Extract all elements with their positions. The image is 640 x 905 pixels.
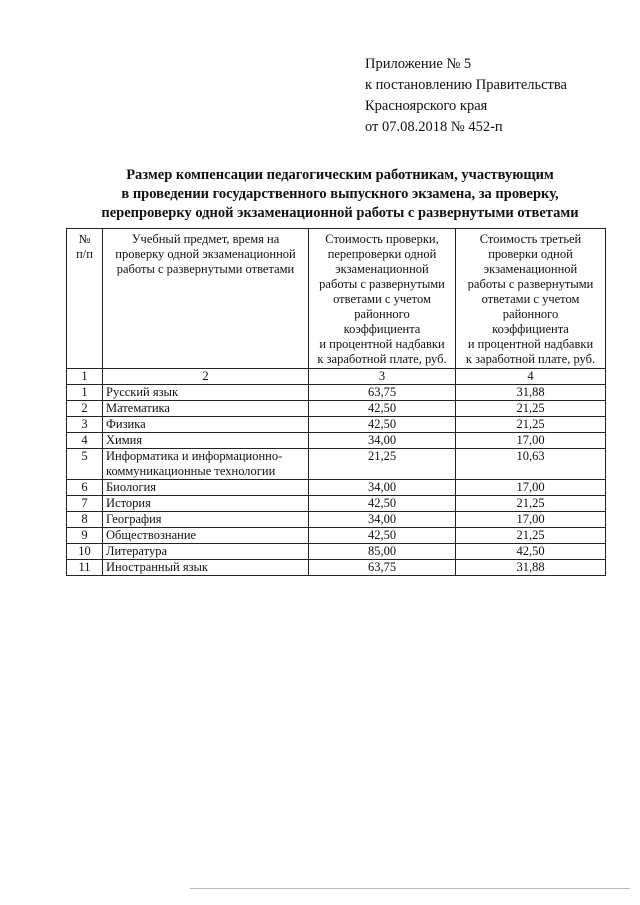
cost-third-check: 21,25	[456, 496, 606, 512]
cost-third-check: 31,88	[456, 560, 606, 576]
document-title	[40, 166, 640, 223]
table-row	[67, 433, 606, 449]
cost-check: 42,50	[309, 417, 456, 433]
title-line: перепроверку одной экзаменационной работы с развернутыми ответами	[101, 205, 579, 221]
table-row	[67, 512, 606, 528]
row-number: 11	[67, 560, 103, 576]
table-row	[67, 385, 606, 401]
subject-name: Литература	[103, 544, 309, 560]
subject-name: Обществознание	[103, 528, 309, 544]
subject-name: География	[103, 512, 309, 528]
cost-check: 63,75	[309, 560, 456, 576]
column-number: 4	[456, 369, 606, 385]
row-number: 10	[67, 544, 103, 560]
title-line: Размер компенсации педагогическим работникам, участвующим	[126, 167, 554, 183]
compensation-table	[66, 228, 606, 576]
cost-check: 42,50	[309, 401, 456, 417]
subject-name: История	[103, 496, 309, 512]
header-subject: Учебный предмет, время на проверку одной экзаменационной работы с развернутыми ответами	[103, 229, 309, 369]
row-number: 5	[67, 449, 103, 480]
header-cost-check: Стоимость проверки, перепроверки одной экзаменационной работы с развернутыми ответами с учетом районного коэффициента и процентной надбавки к заработной плате, руб.	[309, 229, 456, 369]
subject-name: Информатика и информационно-коммуникационные технологии	[103, 449, 309, 480]
row-number: 3	[67, 417, 103, 433]
subject-name: Русский язык	[103, 385, 309, 401]
row-number: 2	[67, 401, 103, 417]
cost-third-check: 42,50	[456, 544, 606, 560]
column-number-row	[67, 369, 606, 385]
table-row	[67, 417, 606, 433]
subject-name: Физика	[103, 417, 309, 433]
column-number: 1	[67, 369, 103, 385]
cost-third-check: 17,00	[456, 480, 606, 496]
subject-name: Математика	[103, 401, 309, 417]
appendix-block	[365, 54, 625, 138]
cost-check: 34,00	[309, 480, 456, 496]
header-cost-third-check: Стоимость третьей проверки одной экзаменационной работы с развернутыми ответами с учетом районного коэффициента и процентной надбавки к заработной плате, руб.	[456, 229, 606, 369]
cost-third-check: 17,00	[456, 512, 606, 528]
column-number: 2	[103, 369, 309, 385]
cost-check: 34,00	[309, 433, 456, 449]
cost-third-check: 21,25	[456, 528, 606, 544]
subject-name: Химия	[103, 433, 309, 449]
cost-check: 34,00	[309, 512, 456, 528]
appendix-line: от 07.08.2018 № 452-п	[365, 119, 503, 135]
cost-check: 42,50	[309, 528, 456, 544]
header-num: № п/п	[67, 229, 103, 369]
table-row	[67, 560, 606, 576]
row-number: 6	[67, 480, 103, 496]
cost-check: 63,75	[309, 385, 456, 401]
cost-check: 42,50	[309, 496, 456, 512]
row-number: 1	[67, 385, 103, 401]
appendix-line: Приложение № 5	[365, 56, 472, 72]
table-row	[67, 544, 606, 560]
cost-third-check: 21,25	[456, 417, 606, 433]
footer-divider	[190, 888, 630, 889]
row-number: 7	[67, 496, 103, 512]
title-line: в проведении государственного выпускного экзамена, за проверку,	[121, 186, 559, 202]
table-row	[67, 401, 606, 417]
cost-third-check: 10,63	[456, 449, 606, 480]
subject-name: Иностранный язык	[103, 560, 309, 576]
table-header-row	[67, 229, 606, 369]
table-row	[67, 449, 606, 480]
row-number: 4	[67, 433, 103, 449]
row-number: 8	[67, 512, 103, 528]
table-row	[67, 496, 606, 512]
cost-third-check: 17,00	[456, 433, 606, 449]
appendix-line: Красноярского края	[365, 98, 488, 114]
appendix-line: к постановлению Правительства	[365, 77, 567, 93]
subject-name: Биология	[103, 480, 309, 496]
cost-third-check: 21,25	[456, 401, 606, 417]
cost-check: 85,00	[309, 544, 456, 560]
cost-third-check: 31,88	[456, 385, 606, 401]
column-number: 3	[309, 369, 456, 385]
row-number: 9	[67, 528, 103, 544]
cost-check: 21,25	[309, 449, 456, 480]
table-row	[67, 528, 606, 544]
table-row	[67, 480, 606, 496]
